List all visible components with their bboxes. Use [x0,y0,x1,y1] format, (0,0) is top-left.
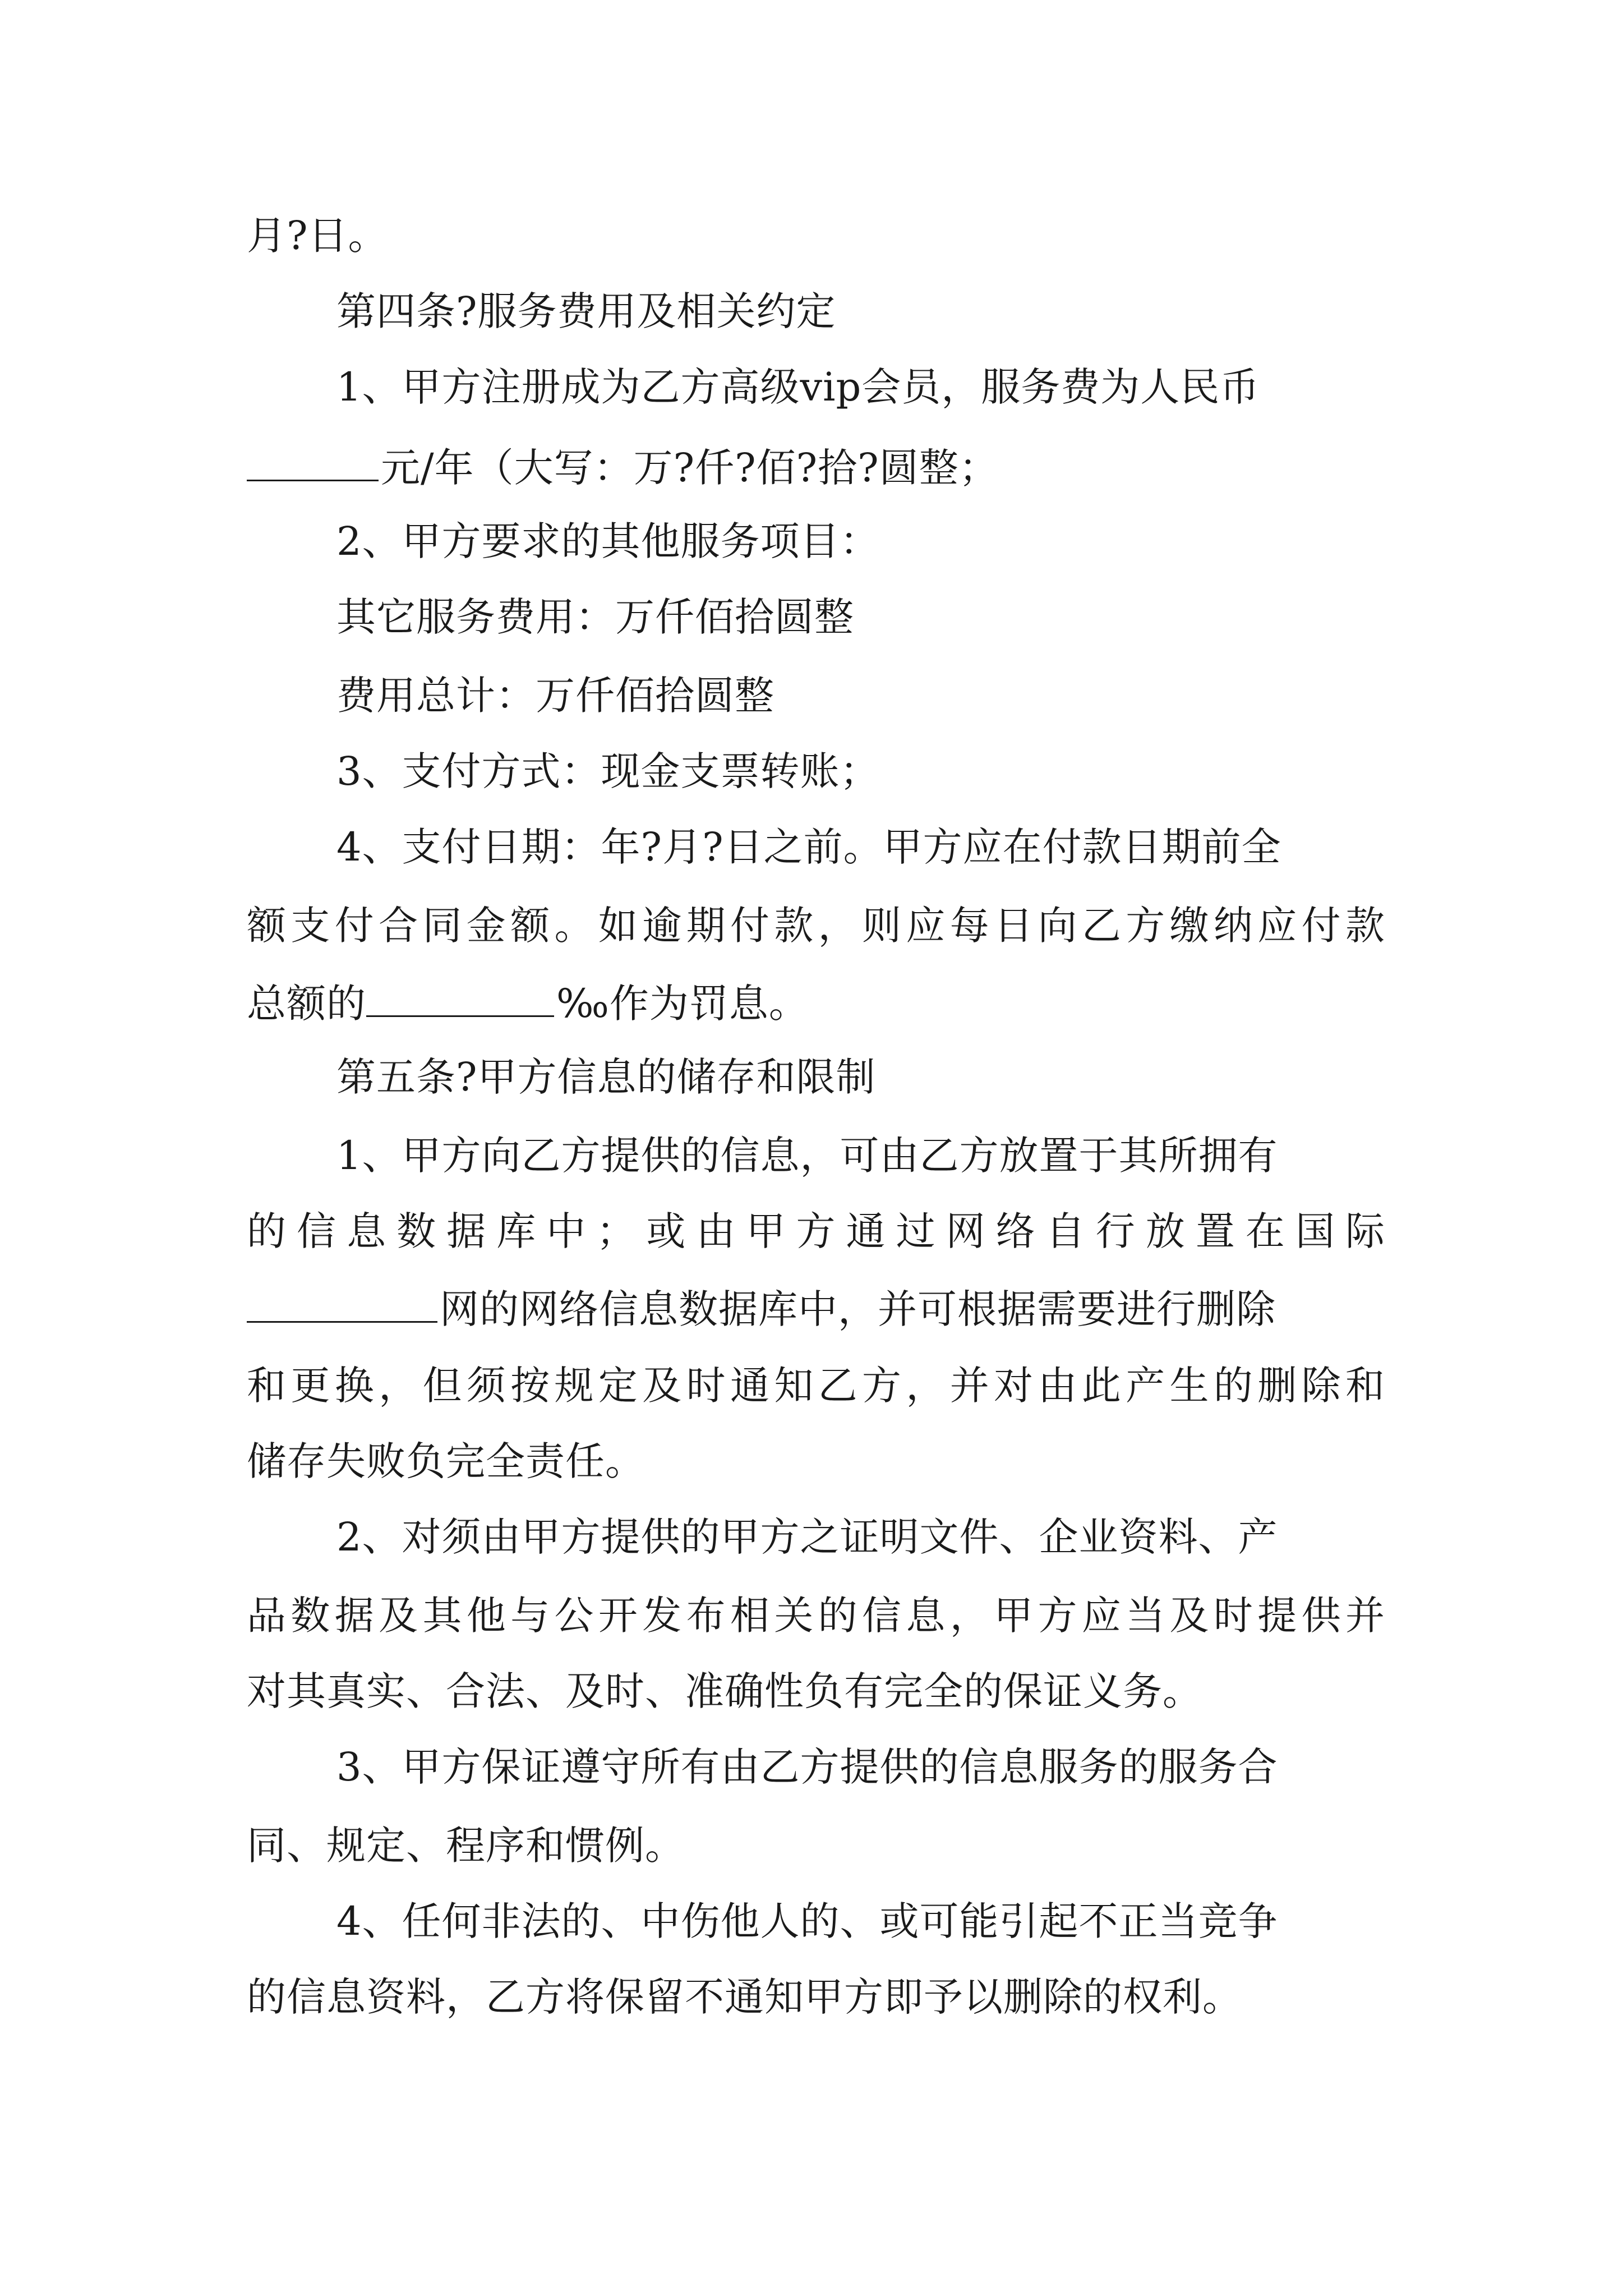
text-line [336,1512,1278,1562]
line-text: 总额的 [247,981,366,1027]
line-text: 月?日。 [247,213,388,259]
line-text: 的信息资料，乙方将保留不通知甲方即予以删除的权利。 [247,1974,1242,2020]
text-line [247,1282,1276,1332]
line-text: 费用总计：万仟佰拾圆整 [336,673,774,719]
text-line [247,210,388,261]
line-text: 4、任何非法的、中伤他人的、或可能引起不正当竞争 [336,1898,1278,1944]
line-text: ‰作为罚息。 [556,981,809,1027]
line-text: 网的网络信息数据库中，并可根据需要进行删除 [440,1286,1276,1332]
line-text: 其它服务费用：万仟佰拾圆整 [336,594,854,640]
text-line [336,1896,1278,1947]
line-text: 4、支付日期：年?月?日之前。甲方应在付款日期前全 [336,824,1281,870]
line-text: 对其真实、合法、及时、准确性负有完全的保证义务。 [247,1668,1202,1714]
text-line [247,1590,1385,1641]
line-text: 的信息数据库中；或由甲方通过网络自行放置在国际 [247,1208,1385,1254]
text-line [336,592,854,642]
text-line [247,1360,1385,1411]
text-line [247,1820,685,1871]
line-text: 品数据及其他与公开发布相关的信息，甲方应当及时提供并 [247,1593,1385,1639]
text-line [336,746,880,797]
text-line [247,1666,1202,1717]
text-line [247,1206,1385,1257]
text-line [247,440,999,491]
section-heading [336,286,836,337]
text-line [247,900,1385,951]
fill-in-blank [247,1282,437,1323]
line-text: 2、甲方要求的其他服务项目： [336,518,880,564]
line-text: 储存失败负完全责任。 [247,1438,645,1484]
text-line [336,1130,1278,1181]
text-line [336,1742,1278,1792]
line-text: 第四条?服务费用及相关约定 [336,288,836,334]
text-line [336,670,774,721]
text-line [336,516,880,567]
fill-in-blank [366,976,554,1017]
line-text: 2、对须由甲方提供的甲方之证明文件、企业资料、产 [336,1514,1278,1560]
fill-in-blank [247,440,379,481]
text-line [247,1436,645,1487]
line-text: 额支付合同金额。如逾期付款，则应每日向乙方缴纳应付款 [247,903,1385,949]
line-text: 1、甲方注册成为乙方高级vip会员，服务费为人民币 [336,364,1260,410]
line-text: 3、甲方保证遵守所有由乙方提供的信息服务的服务合 [336,1744,1278,1790]
line-text: 3、支付方式：现金支票转账； [336,748,880,794]
line-text: 1、甲方向乙方提供的信息，可由乙方放置于其所拥有 [336,1133,1278,1179]
line-text: 同、规定、程序和惯例。 [247,1823,685,1869]
line-text: 第五条?甲方信息的储存和限制 [336,1054,876,1100]
line-text: 元/年（大写：万?仟?佰?拾?圆整； [381,445,999,491]
section-heading [336,1052,876,1102]
line-text: 和更换，但须按规定及时通知乙方，并对由此产生的删除和 [247,1363,1385,1409]
text-line [336,822,1281,872]
text-line [247,976,809,1027]
text-line [336,362,1260,412]
text-line [247,1972,1242,2022]
